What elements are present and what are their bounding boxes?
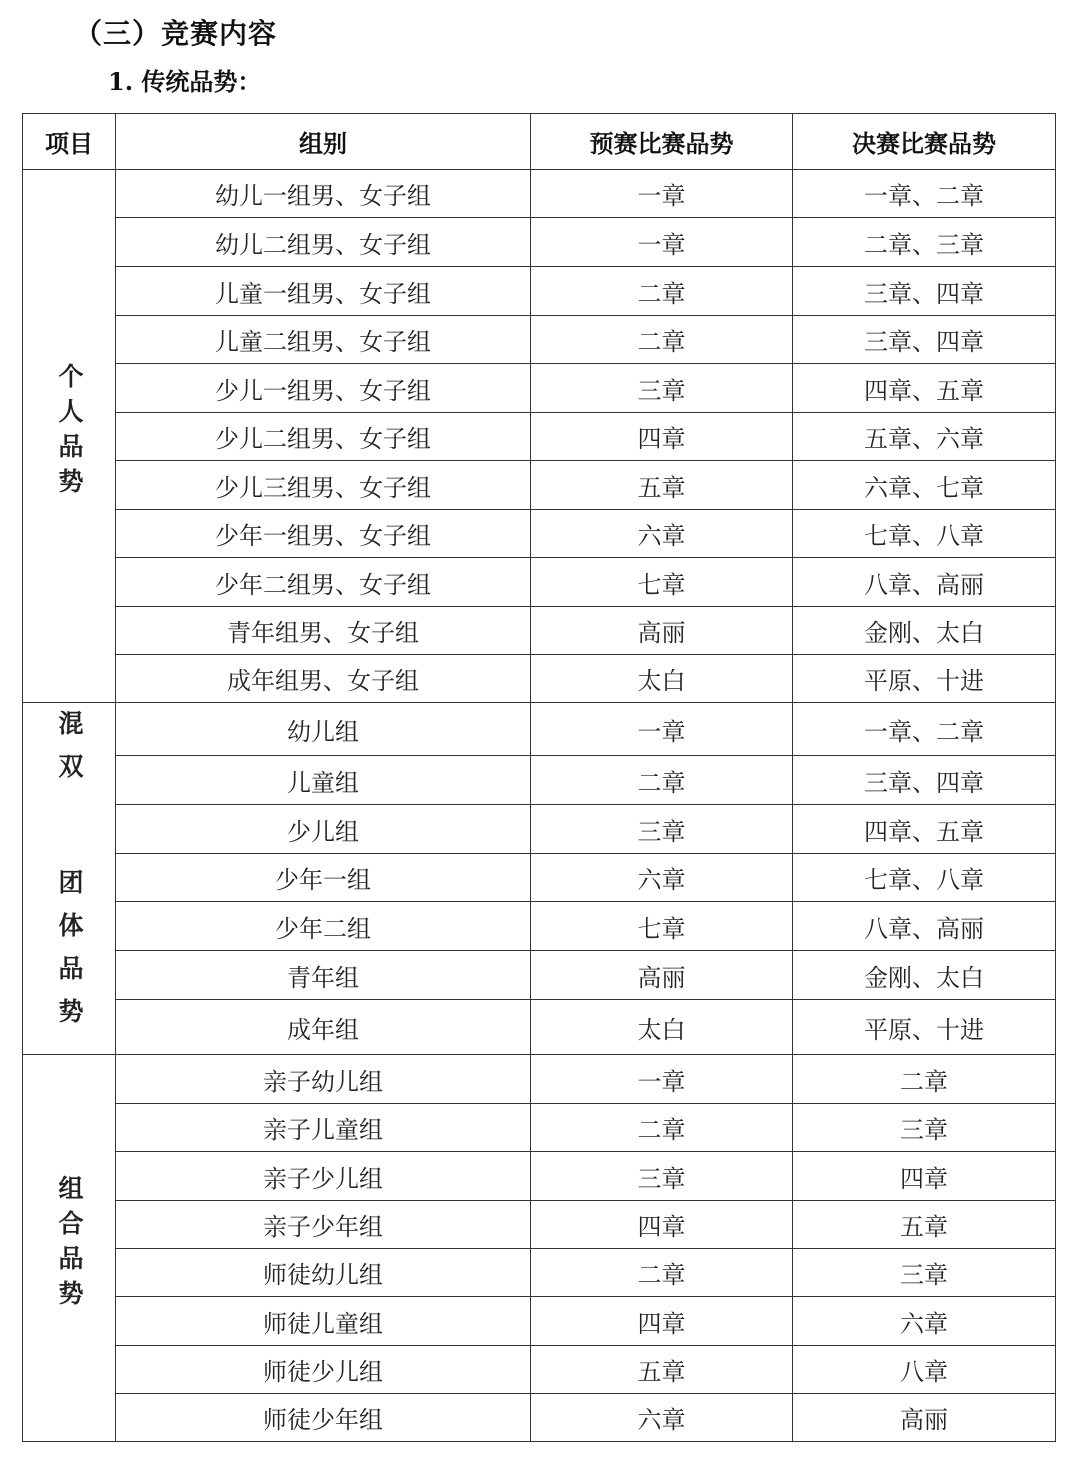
group-cell: 亲子幼儿组 bbox=[116, 1055, 531, 1104]
table-row bbox=[23, 655, 1056, 703]
category-label: 团体品势 bbox=[55, 869, 84, 1041]
group-cell: 少儿二组男、女子组 bbox=[116, 413, 531, 461]
group-cell: 师徒儿童组 bbox=[116, 1297, 531, 1346]
final-cell: 六章 bbox=[793, 1297, 1056, 1346]
prelim-cell: 四章 bbox=[531, 1201, 793, 1249]
header-category: 项目 bbox=[23, 114, 116, 170]
table-row bbox=[23, 854, 1056, 902]
group-cell: 师徒少年组 bbox=[116, 1394, 531, 1442]
final-cell: 三章 bbox=[793, 1104, 1056, 1152]
final-cell: 一章、二章 bbox=[793, 703, 1056, 756]
group-cell: 亲子儿童组 bbox=[116, 1104, 531, 1152]
table-row bbox=[23, 267, 1056, 316]
table-row bbox=[23, 218, 1056, 267]
final-cell: 平原、十进 bbox=[793, 1000, 1056, 1055]
table-row bbox=[23, 902, 1056, 951]
group-cell: 儿童二组男、女子组 bbox=[116, 316, 531, 364]
prelim-cell: 二章 bbox=[531, 1104, 793, 1152]
table-row bbox=[23, 1249, 1056, 1297]
prelim-cell: 五章 bbox=[531, 461, 793, 510]
group-cell: 成年组 bbox=[116, 1000, 531, 1055]
prelim-cell: 高丽 bbox=[531, 951, 793, 1000]
prelim-cell: 六章 bbox=[531, 510, 793, 558]
final-cell: 四章、五章 bbox=[793, 364, 1056, 413]
prelim-cell: 七章 bbox=[531, 558, 793, 607]
group-cell: 幼儿二组男、女子组 bbox=[116, 218, 531, 267]
prelim-cell: 二章 bbox=[531, 756, 793, 805]
table-row bbox=[23, 607, 1056, 655]
final-cell: 七章、八章 bbox=[793, 510, 1056, 558]
group-cell: 师徒少儿组 bbox=[116, 1346, 531, 1394]
group-cell: 成年组男、女子组 bbox=[116, 655, 531, 703]
group-cell: 少年二组男、女子组 bbox=[116, 558, 531, 607]
table-row bbox=[23, 1104, 1056, 1152]
table-body bbox=[23, 170, 1056, 1442]
prelim-cell: 四章 bbox=[531, 413, 793, 461]
final-cell: 三章、四章 bbox=[793, 316, 1056, 364]
final-cell: 七章、八章 bbox=[793, 854, 1056, 902]
table-row bbox=[23, 316, 1056, 364]
final-cell: 三章、四章 bbox=[793, 267, 1056, 316]
prelim-cell: 一章 bbox=[531, 703, 793, 756]
group-cell: 师徒幼儿组 bbox=[116, 1249, 531, 1297]
final-cell: 二章 bbox=[793, 1055, 1056, 1104]
prelim-cell: 五章 bbox=[531, 1346, 793, 1394]
prelim-cell: 高丽 bbox=[531, 607, 793, 655]
group-cell: 少儿组 bbox=[116, 805, 531, 854]
final-cell: 三章 bbox=[793, 1249, 1056, 1297]
header-group: 组别 bbox=[116, 114, 531, 170]
final-cell: 八章、高丽 bbox=[793, 902, 1056, 951]
table-row bbox=[23, 1201, 1056, 1249]
section-title: （三）竞赛内容 bbox=[74, 17, 278, 50]
category-cell bbox=[23, 1055, 116, 1442]
table-header-row bbox=[23, 114, 1056, 170]
group-cell: 少年二组 bbox=[116, 902, 531, 951]
prelim-cell: 三章 bbox=[531, 364, 793, 413]
prelim-cell: 三章 bbox=[531, 1152, 793, 1201]
table-row bbox=[23, 1346, 1056, 1394]
prelim-cell: 六章 bbox=[531, 854, 793, 902]
table-row bbox=[23, 1394, 1056, 1442]
category-cell bbox=[23, 703, 116, 1055]
prelim-cell: 六章 bbox=[531, 1394, 793, 1442]
table-row bbox=[23, 413, 1056, 461]
subsection-title: 1. 传统品势： bbox=[108, 67, 262, 96]
prelim-cell: 一章 bbox=[531, 1055, 793, 1104]
table-row bbox=[23, 951, 1056, 1000]
category-cell bbox=[23, 170, 116, 703]
prelim-cell: 太白 bbox=[531, 1000, 793, 1055]
group-cell: 幼儿组 bbox=[116, 703, 531, 756]
final-cell: 高丽 bbox=[793, 1394, 1056, 1442]
final-cell: 三章、四章 bbox=[793, 756, 1056, 805]
prelim-cell: 三章 bbox=[531, 805, 793, 854]
final-cell: 四章 bbox=[793, 1152, 1056, 1201]
table-row bbox=[23, 1152, 1056, 1201]
header-prelim: 预赛比赛品势 bbox=[531, 114, 793, 170]
final-cell: 五章 bbox=[793, 1201, 1056, 1249]
table-row bbox=[23, 364, 1056, 413]
final-cell: 金刚、太白 bbox=[793, 607, 1056, 655]
final-cell: 六章、七章 bbox=[793, 461, 1056, 510]
table-row bbox=[23, 1000, 1056, 1055]
final-cell: 八章、高丽 bbox=[793, 558, 1056, 607]
group-cell: 亲子少儿组 bbox=[116, 1152, 531, 1201]
final-cell: 二章、三章 bbox=[793, 218, 1056, 267]
prelim-cell: 太白 bbox=[531, 655, 793, 703]
table-row bbox=[23, 510, 1056, 558]
prelim-cell: 二章 bbox=[531, 1249, 793, 1297]
final-cell: 八章 bbox=[793, 1346, 1056, 1394]
group-cell: 少年一组男、女子组 bbox=[116, 510, 531, 558]
poomsae-table bbox=[22, 113, 1056, 1442]
table-row bbox=[23, 756, 1056, 805]
table-row bbox=[23, 1297, 1056, 1346]
table-row bbox=[23, 558, 1056, 607]
group-cell: 少儿三组男、女子组 bbox=[116, 461, 531, 510]
group-cell: 幼儿一组男、女子组 bbox=[116, 170, 531, 218]
prelim-cell: 一章 bbox=[531, 170, 793, 218]
prelim-cell: 四章 bbox=[531, 1297, 793, 1346]
category-label: 混双 bbox=[55, 710, 84, 796]
final-cell: 一章、二章 bbox=[793, 170, 1056, 218]
table-row bbox=[23, 1055, 1056, 1104]
group-cell: 青年组男、女子组 bbox=[116, 607, 531, 655]
group-cell: 青年组 bbox=[116, 951, 531, 1000]
final-cell: 五章、六章 bbox=[793, 413, 1056, 461]
table-row bbox=[23, 170, 1056, 218]
group-cell: 儿童一组男、女子组 bbox=[116, 267, 531, 316]
header-final: 决赛比赛品势 bbox=[793, 114, 1056, 170]
group-cell: 少年一组 bbox=[116, 854, 531, 902]
prelim-cell: 二章 bbox=[531, 267, 793, 316]
group-cell: 儿童组 bbox=[116, 756, 531, 805]
group-cell: 少儿一组男、女子组 bbox=[116, 364, 531, 413]
group-cell: 亲子少年组 bbox=[116, 1201, 531, 1249]
table-row bbox=[23, 805, 1056, 854]
final-cell: 四章、五章 bbox=[793, 805, 1056, 854]
prelim-cell: 二章 bbox=[531, 316, 793, 364]
final-cell: 平原、十进 bbox=[793, 655, 1056, 703]
table-row bbox=[23, 461, 1056, 510]
prelim-cell: 七章 bbox=[531, 902, 793, 951]
category-label: 个人品势 bbox=[55, 363, 84, 503]
final-cell: 金刚、太白 bbox=[793, 951, 1056, 1000]
category-label: 组合品势 bbox=[55, 1175, 84, 1315]
prelim-cell: 一章 bbox=[531, 218, 793, 267]
table-row bbox=[23, 703, 1056, 756]
